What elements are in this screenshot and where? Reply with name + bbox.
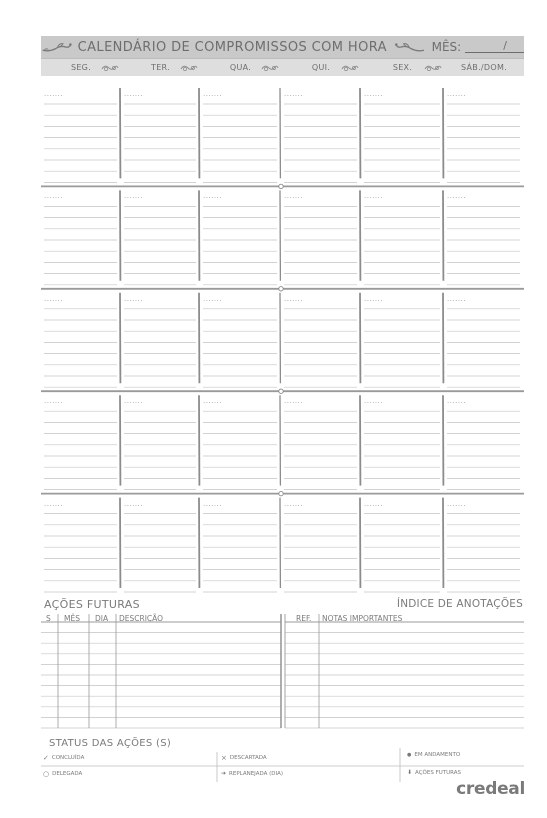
day-date-field[interactable]: ....... (203, 294, 223, 303)
circle-icon: ○ (43, 770, 50, 778)
day-label: QUI. (311, 63, 331, 72)
dot-icon: ● (407, 752, 412, 758)
day-date-field[interactable]: ....... (447, 192, 467, 201)
day-date-field[interactable]: ....... (447, 499, 467, 508)
scroll-ornament-icon (261, 63, 279, 73)
day-header-2 (200, 59, 281, 77)
day-date-field[interactable]: ....... (203, 499, 223, 508)
day-date-field[interactable]: ....... (284, 397, 304, 406)
day-date-field[interactable]: ....... (124, 90, 144, 98)
status-title: STATUS DAS AÇÕES (S) (49, 738, 172, 749)
day-label: SEG. (70, 63, 92, 72)
future-actions-title: AÇÕES FUTURAS (44, 598, 140, 611)
day-label: TER. (151, 63, 170, 72)
calendar-lines (41, 82, 524, 594)
day-date-field[interactable]: ....... (284, 499, 304, 508)
day-header-4 (361, 59, 444, 77)
scroll-ornament-icon (341, 63, 359, 73)
day-date-field[interactable]: ....... (447, 294, 467, 303)
calendar-grid (41, 82, 524, 594)
col-header-description: DESCRIÇÃO (119, 614, 164, 623)
day-date-field[interactable]: ....... (44, 499, 64, 508)
flourish-left-icon (41, 39, 74, 55)
arrow-right-icon: ➜ (221, 770, 227, 777)
legend-label: DELEGADA (52, 771, 83, 777)
day-date-field[interactable]: ....... (447, 90, 467, 98)
day-header-0 (41, 59, 121, 77)
col-header-month: MÊS (64, 614, 80, 623)
day-date-field[interactable]: ....... (203, 90, 223, 98)
day-date-field[interactable]: ....... (44, 294, 64, 303)
day-label: QUA. (229, 63, 252, 72)
flourish-right-icon (393, 39, 426, 55)
legend-label: CONCLUÍDA (51, 755, 85, 761)
day-header-1 (121, 59, 200, 77)
day-date-field[interactable]: ....... (364, 192, 384, 201)
day-date-field[interactable]: ....... (447, 397, 467, 406)
day-date-field[interactable]: ....... (284, 192, 304, 201)
annotations-index-title: ÍNDICE DE ANOTAÇÕES (396, 598, 523, 610)
day-date-field[interactable]: ....... (44, 192, 64, 201)
day-header-3 (281, 59, 361, 77)
legend-em-andamento (407, 752, 460, 758)
month-field[interactable] (465, 38, 524, 53)
arrow-down-icon: ⬇ (407, 769, 413, 776)
day-label: SEX. (392, 63, 413, 72)
day-date-field[interactable]: ....... (124, 397, 144, 406)
scroll-ornament-icon (180, 63, 198, 73)
day-header-5 (444, 59, 524, 77)
legend-label: EM ANDAMENTO (414, 752, 461, 758)
legend-descartada (221, 754, 267, 762)
month-label: MÊS: (431, 40, 462, 54)
day-date-field[interactable]: ....... (203, 397, 223, 406)
col-header-day: DIA (95, 614, 109, 623)
days-header (41, 58, 524, 76)
month-slash: / (503, 38, 507, 52)
title-bar (41, 36, 524, 58)
day-date-field[interactable]: ....... (364, 499, 384, 508)
day-date-field[interactable]: ....... (124, 294, 144, 303)
legend-acoes-futuras (407, 769, 461, 776)
legend-replanejada (221, 770, 283, 777)
page-title: CALENDÁRIO DE COMPROMISSOS COM HORA (77, 39, 387, 55)
day-label: SÁB./DOM. (460, 63, 508, 72)
day-date-field[interactable]: ....... (44, 90, 64, 98)
scroll-ornament-icon (101, 63, 119, 73)
day-date-field[interactable]: ....... (124, 499, 144, 508)
day-date-field[interactable]: ....... (124, 192, 144, 201)
day-date-field[interactable]: ....... (203, 192, 223, 201)
brand-logo: credeal (456, 779, 525, 799)
legend-concluida (43, 754, 84, 762)
day-date-field[interactable]: ....... (284, 294, 304, 303)
legend-label: DESCARTADA (229, 755, 267, 761)
scroll-ornament-icon (424, 63, 442, 73)
day-date-field[interactable]: ....... (364, 294, 384, 303)
col-header-ref: REF. (296, 614, 312, 623)
col-header-notes: NOTAS IMPORTANTES (322, 614, 403, 623)
day-date-field[interactable]: ....... (44, 397, 64, 406)
check-icon: ✓ (43, 754, 49, 762)
day-date-field[interactable]: ....... (364, 397, 384, 406)
col-header-status: S (46, 614, 51, 623)
x-icon: × (221, 754, 227, 762)
future-actions-table (41, 612, 524, 730)
legend-label: REPLANEJADA (DIA) (229, 770, 284, 777)
day-date-field[interactable]: ....... (284, 90, 304, 98)
day-date-field[interactable]: ....... (364, 90, 384, 98)
legend-delegada (43, 770, 82, 778)
legend-label: AÇÕES FUTURAS (415, 769, 462, 776)
